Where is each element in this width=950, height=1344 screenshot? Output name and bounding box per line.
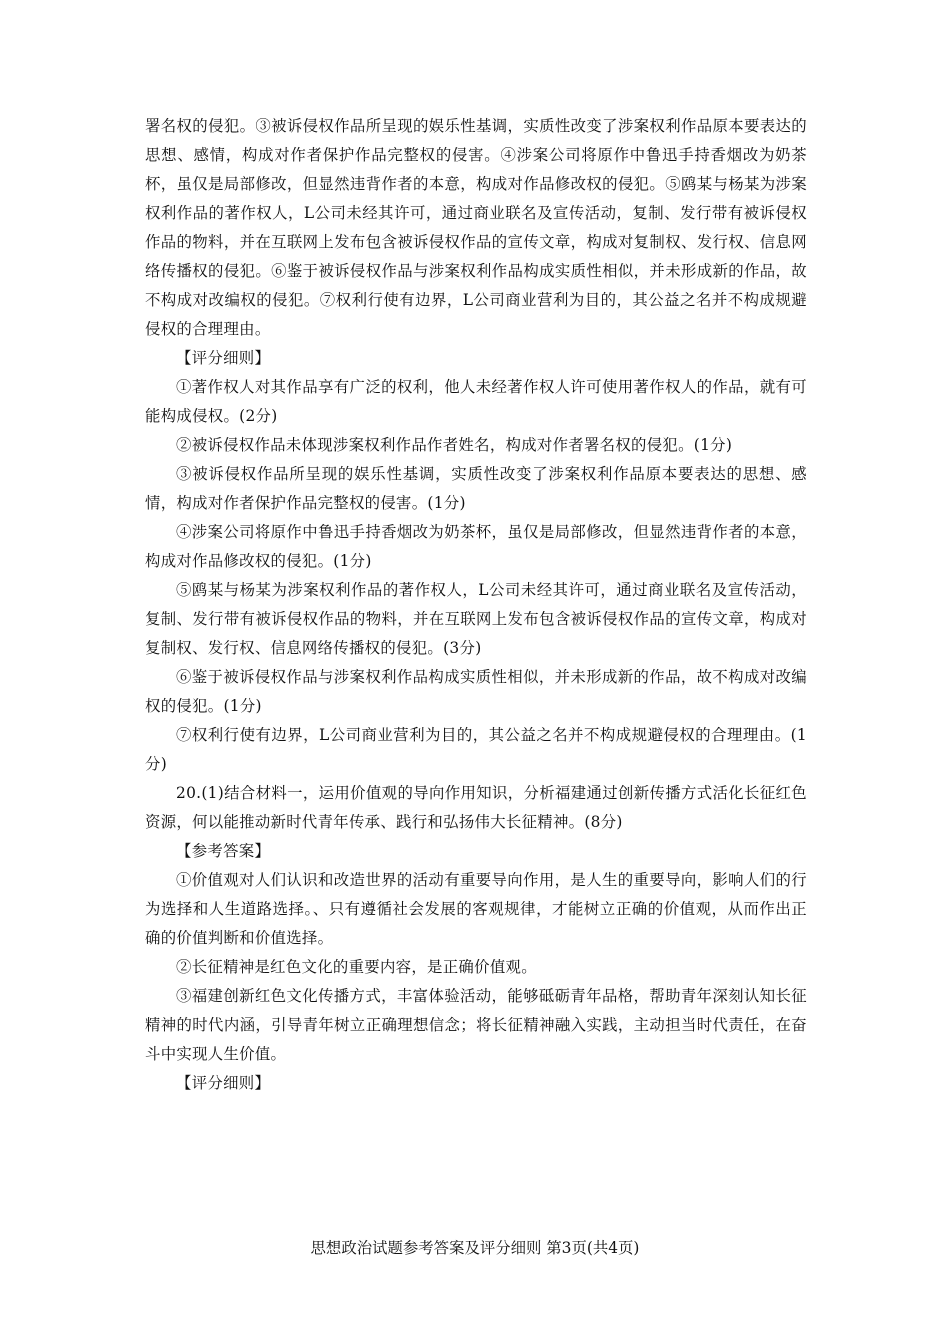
- paragraph-scoring-item-4: ④涉案公司将原作中鲁迅手持香烟改为奶茶杯，虽仅是局部修改，但显然违背作者的本意，构成对作品修改权的侵犯。(1分): [145, 523, 807, 570]
- paragraph-continuation: 署名权的侵犯。③被诉侵权作品所呈现的娱乐性基调，实质性改变了涉案权利作品原本要表达的思想、感情，构成对作者保护作品完整权的侵害。④涉案公司将原作中鲁迅手持香烟改为奶茶杯，虽仅是局部修改，但显然违背作者的本意，构成对作品修改权的侵犯。⑤鸥某与杨某为涉案权利作品的著作权人，L公司未经其许可，通过商业联名及宣传活动，复制、发行带有被诉侵权作品的物料，并在互联网上发布包含被诉侵权作品的宣传文章，构成对复制权、发行权、信息网络传播权的侵犯。⑥鉴于被诉侵权作品与涉案权利作品构成实质性相似，并未形成新的作品，故不构成对改编权的侵犯。⑦权利行使有边界，L公司商业营利为目的，其公益之名并不构成规避侵权的合理理由。: [145, 117, 807, 338]
- paragraph-answer-item-2: ②长征精神是红色文化的重要内容，是正确价值观。: [176, 958, 537, 976]
- document-body: [145, 112, 807, 1098]
- paragraph-scoring-item-1: ①著作权人对其作品享有广泛的权利，他人未经著作权人许可使用著作权人的作品，就有可能构成侵权。(2分): [145, 378, 807, 425]
- paragraph-scoring-heading: 【评分细则】: [176, 349, 271, 367]
- paragraph-scoring-item-2: ②被诉侵权作品未体现涉案权利作品作者姓名，构成对作者署名权的侵犯。(1分): [176, 436, 733, 454]
- paragraph-scoring-item-3: ③被诉侵权作品所呈现的娱乐性基调，实质性改变了涉案权利作品原本要表达的思想、感情，构成对作者保护作品完整权的侵害。(1分): [145, 465, 807, 512]
- paragraph-scoring-item-6: ⑥鉴于被诉侵权作品与涉案权利作品构成实质性相似，并未形成新的作品，故不构成对改编权的侵犯。(1分): [145, 668, 807, 715]
- paragraph-scoring-item-5: ⑤鸥某与杨某为涉案权利作品的著作权人，L公司未经其许可，通过商业联名及宣传活动，复制、发行带有被诉侵权作品的物料，并在互联网上发布包含被诉侵权作品的宣传文章，构成对复制权、发行权、信息网络传播权的侵犯。(3分): [145, 581, 807, 657]
- paragraph-answer-item-3: ③福建创新红色文化传播方式，丰富体验活动，能够砥砺青年品格，帮助青年深刻认知长征精神的时代内涵，引导青年树立正确理想信念；将长征精神融入实践，主动担当时代责任，在奋斗中实现人生价值。: [145, 987, 807, 1063]
- paragraph-scoring-heading-2: 【评分细则】: [176, 1074, 271, 1092]
- paragraph-answer-item-1: ①价值观对人们认识和改造世界的活动有重要导向作用，是人生的重要导向，影响人们的行为选择和人生道路选择。、只有遵循社会发展的客观规律，才能树立正确的价值观，从而作出正确的价值判断和价值选择。: [145, 871, 807, 947]
- paragraph-scoring-item-7: ⑦权利行使有边界，L公司商业营利为目的，其公益之名并不构成规避侵权的合理理由。(1分): [145, 726, 807, 773]
- paragraph-question-20: 20.(1)结合材料一，运用价值观的导向作用知识，分析福建通过创新传播方式活化长征红色资源，何以能推动新时代青年传承、践行和弘扬伟大长征精神。(8分): [145, 784, 807, 831]
- paragraph-answer-heading: 【参考答案】: [176, 842, 271, 860]
- page-footer: 思想政治试题参考答案及评分细则 第3页(共4页): [310, 1239, 640, 1257]
